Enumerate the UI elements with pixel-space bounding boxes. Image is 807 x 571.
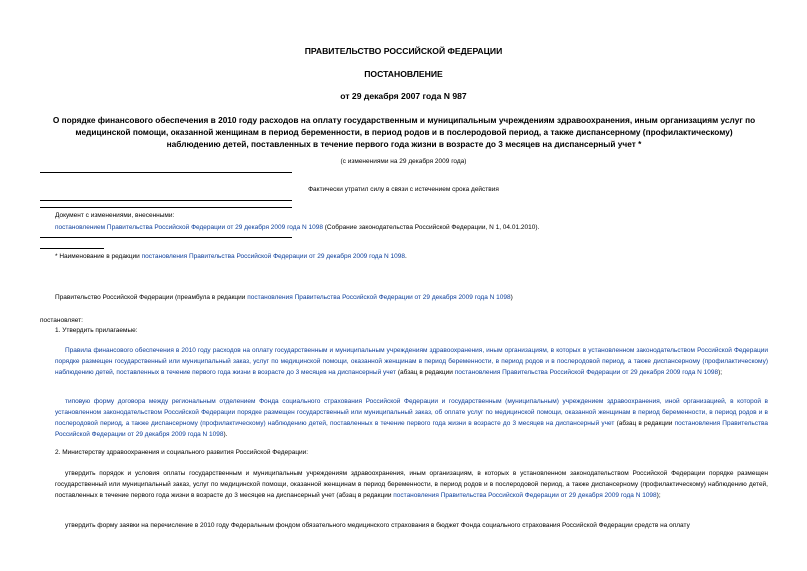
preamble (55, 293, 513, 303)
footnote-prefix: * Наименование в редакции (55, 253, 142, 260)
doc-type-heading: ПОСТАНОВЛЕНИЕ (364, 69, 443, 79)
item-1: 1. Утвердить прилагаемые: (55, 327, 138, 334)
contract-suffix: ). (223, 431, 228, 438)
footnote-suffix: . (404, 253, 407, 260)
contract-link[interactable]: типовую форму договора между региональным отделением Фонда социального страхования Российской Федерации и государственным (муниципальным) учреждением здравоохранения, иной организацией, в которой в установленном законодательством Российской Федерации порядке размещен государственный или муниципальный заказ, об оплате услуг по медицинской помощи, оказанной женщинам в период беременности, в период родов и в послеродовой период, а также диспансерному (профилактическому) наблюдению детей, поставленных в течение первого года жизни в возрасте до 3 месяцев на диспансерный учет (55, 398, 768, 427)
contract-paragraph (55, 396, 768, 440)
amendments-line (55, 223, 767, 233)
government-heading: ПРАВИТЕЛЬСТВО РОССИЙСКОЙ ФЕДЕРАЦИИ (304, 46, 503, 56)
preamble-suffix: ) (510, 294, 513, 301)
divider (40, 207, 292, 208)
form-paragraph: утвердить форму заявки на перечисление в 2010 году Федеральным фондом обязательного медицинского страхования в бюджет Фонда социального страхования Российской Федерации средств на оплату (65, 522, 690, 529)
footnote-link[interactable]: постановления Правительства Российской Федерации от 29 декабря 2009 года N 1098 (141, 253, 405, 260)
amendments-label: Документ с изменениями, внесенными: (55, 212, 175, 219)
changes-note: (с изменениями на 29 декабря 2009 года) (340, 158, 467, 165)
decree-word: постановляет: (40, 317, 83, 324)
contract-mid: (абзац в редакции (614, 420, 675, 427)
rules-link[interactable]: Правила финансового обеспечения в 2010 году расходов на оплату государственным и муниципальным учреждениям здравоохранения, иным организациям, в которых в установленном законодательством Российской Федерации порядке размещен государственный или муниципальный заказ, услуг по медицинской помощи, оказанной женщинам в период беременности, в период родов и в послеродовой период, а также диспансерному (профилактическому) наблюдению детей, поставленных в течение первого года жизни в возрасте до 3 месяцев на диспансерный учет (55, 347, 768, 376)
amendment-source: (Собрание законодательства Российской Федерации, N 1, 04.01.2010). (322, 224, 540, 231)
divider (40, 237, 292, 238)
rules-suffix: ); (718, 369, 723, 376)
status-note: Фактически утратил силу в связи с истечением срока действия (308, 186, 499, 193)
footnote-divider (40, 248, 104, 249)
document-title: О порядке финансового обеспечения в 2010 году расходов на оплату государственным и муниципальным учреждениям здравоохранения, иным организациям услуг по медицинской помощи, оказанной женщинам в период беременности, в период родов и в послеродовой период, а также диспансерному (профилактическому) наблюдению детей, поставленных в течение первого года жизни в возрасте до 3 месяцев на диспансерный учет * (52, 115, 756, 149)
approve-link[interactable]: постановления Правительства Российской Федерации от 29 декабря 2009 года N 1098 (393, 492, 657, 499)
amendment-link[interactable]: постановлением Правительства Российской Федерации от 29 декабря 2009 года N 1098 (55, 224, 323, 231)
divider (40, 172, 292, 173)
rules-mid: (абзац в редакции (396, 369, 455, 376)
footnote (55, 252, 407, 262)
approve-suffix: ); (656, 492, 661, 499)
preamble-text: Правительство Российской Федерации (преамбула в редакции (55, 294, 248, 301)
rules-paragraph (55, 345, 768, 378)
preamble-link[interactable]: постановления Правительства Российской Федерации от 29 декабря 2009 года N 1098 (247, 294, 511, 301)
rules-amend-link[interactable]: постановления Правительства Российской Федерации от 29 декабря 2009 года N 1098 (454, 369, 719, 376)
contract-amend-link[interactable]: постановления Правительства Российской Федерации от 29 декабря 2009 года N 1098 (55, 420, 768, 438)
divider (40, 200, 292, 201)
approve-text: утвердить порядок и условия оплаты государственным и муниципальным учреждениям здравоохранения, иным организациям, в которых в установленном законодательством Российской Федерации порядке размещен государственный или муниципальный заказ, услуг по медицинской помощи, оказанной женщинам в период беременности, в период родов и в послеродовой период, а также диспансерному (профилактическому) наблюдению детей, поставленных в течение первого года жизни в возрасте до 3 месяцев на диспансерный учет (абзац в редакции (55, 470, 768, 499)
date-number-heading: от 29 декабря 2007 года N 987 (340, 91, 467, 101)
approve-paragraph (55, 468, 768, 501)
item-2: 2. Министерству здравоохранения и социального развития Российской Федерации: (55, 449, 309, 456)
